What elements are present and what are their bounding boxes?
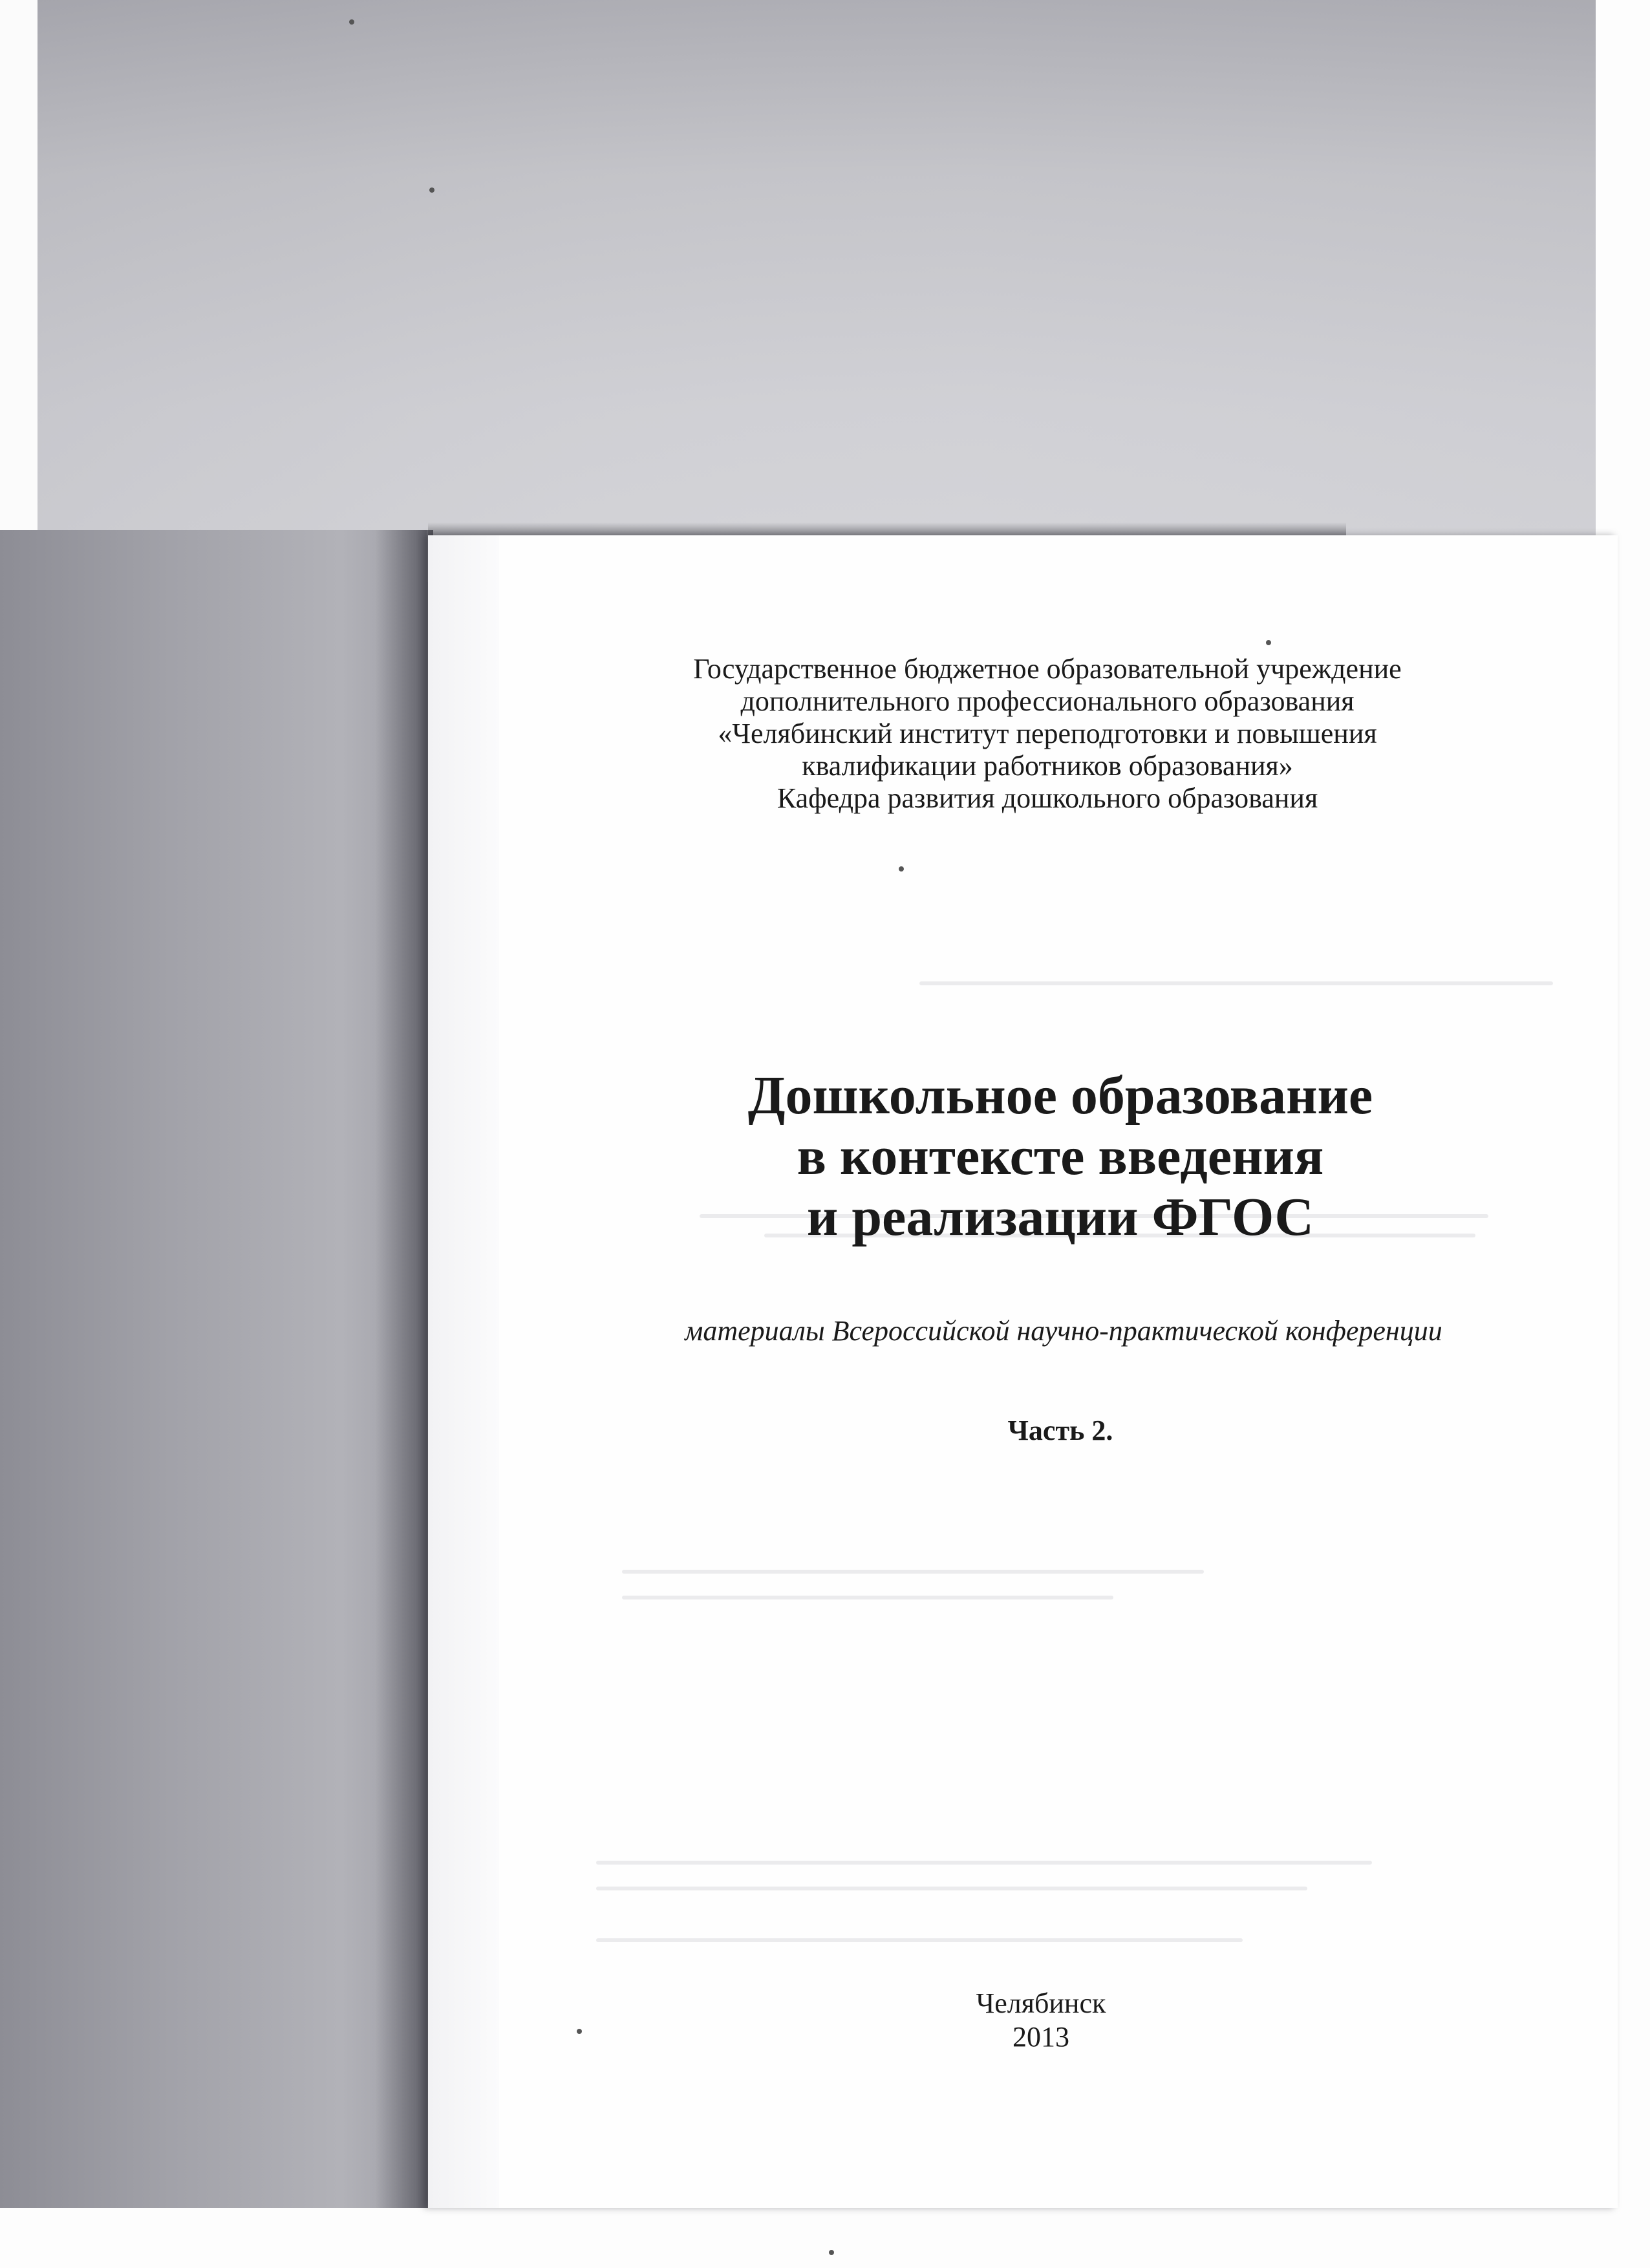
institution-line-2: дополнительного профессионального образования [740, 685, 1355, 717]
publication-city: Челябинск [976, 1987, 1106, 2019]
booklet-edge-shadow [375, 530, 433, 2208]
institution-header [427, 653, 1650, 815]
document-subtitle: материалы Всероссийской научно-практической конференции [685, 1315, 1442, 1347]
left-shadow-area [0, 530, 427, 2208]
title-line-2: в контексте введения [797, 1126, 1324, 1186]
institution-line-1: Государственное бюджетное образовательной учреждение [693, 653, 1402, 685]
title-line-1: Дошкольное образование [747, 1065, 1373, 1126]
title-line-3: и реализации ФГОС [806, 1187, 1314, 1247]
show-through-line [622, 1570, 1204, 1574]
dust-speck [429, 187, 434, 193]
show-through-line [596, 1861, 1372, 1865]
publication-year: 2013 [1012, 2021, 1069, 2053]
institution-line-4: квалификации работников образования» [802, 750, 1293, 782]
part-number: Часть 2. [1007, 1415, 1113, 1446]
dust-speck [577, 2029, 582, 2034]
background-top-area [38, 0, 1596, 582]
dust-speck [899, 866, 904, 872]
show-through-line [596, 1938, 1243, 1942]
bottom-margin [0, 2208, 1650, 2268]
document-title [427, 1065, 1650, 1248]
show-through-line [596, 1887, 1307, 1890]
dust-speck [829, 2250, 834, 2255]
dust-speck [1266, 640, 1271, 645]
show-through-line [919, 981, 1553, 985]
department-line: Кафедра развития дошкольного образования [777, 782, 1318, 814]
show-through-line [622, 1596, 1113, 1599]
institution-line-3: «Челябинский институт переподготовки и повышения [718, 718, 1377, 749]
dust-speck [349, 19, 354, 25]
